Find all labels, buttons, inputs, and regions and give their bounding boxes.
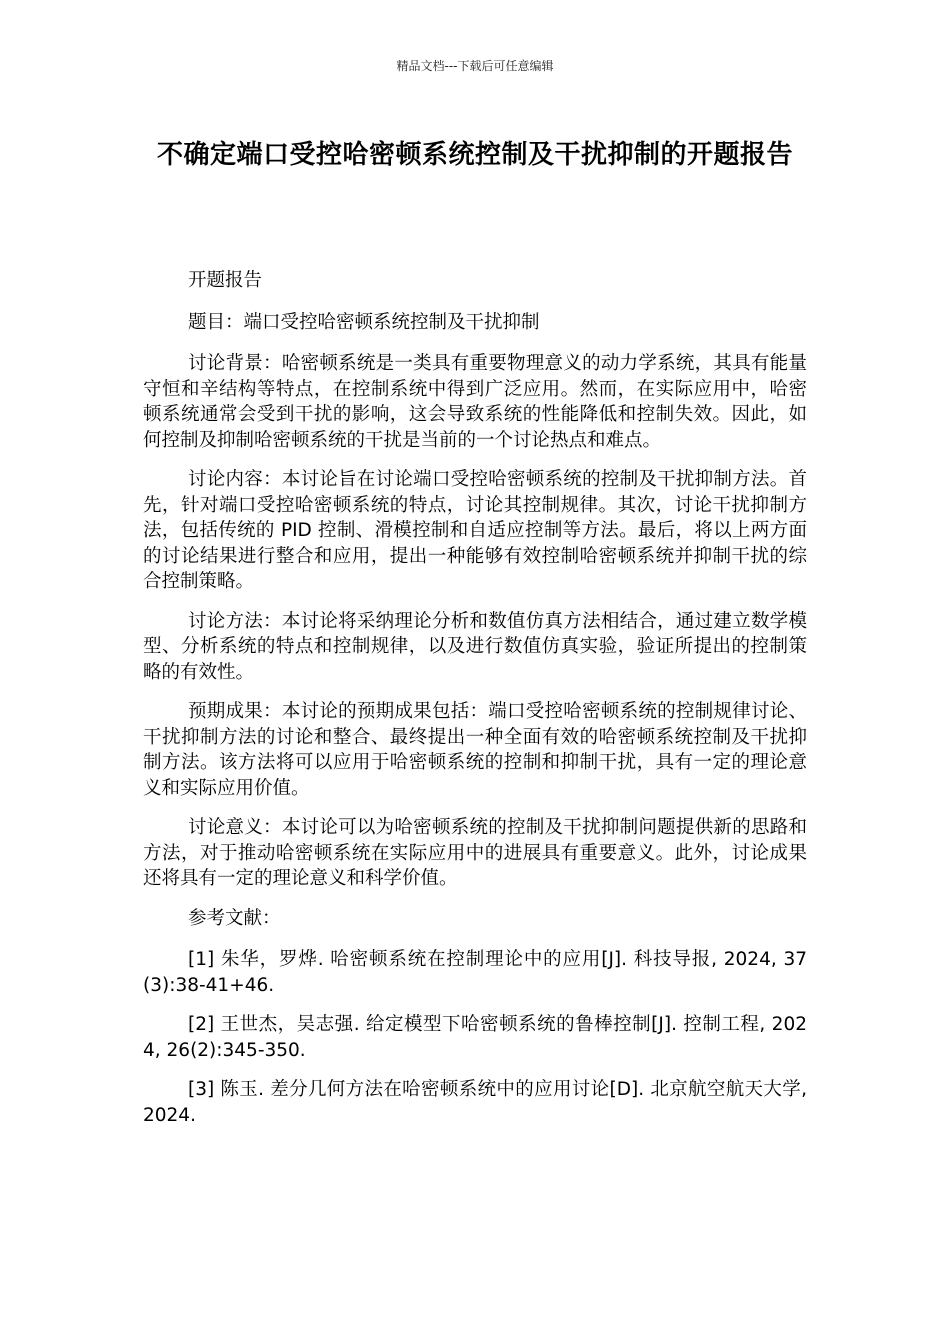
content-paragraph: 讨论内容：本讨论旨在讨论端口受控哈密顿系统的控制及干扰抑制方法。首先，针对端口受控哈密顿系统的特点，讨论其控制规律。其次，讨论干扰抑制方法，包括传统的 PID 控制、滑模控制和自适应控制等方法。最后，将以上两方面的讨论结果进行整合和应用，提出一种能够有效控制哈密顿系统并抑制干扰的综合控制策略。 (143, 469, 807, 592)
topic-line: 题目：端口受控哈密顿系统控制及干扰抑制 (188, 311, 540, 333)
section-label: 开题报告 (188, 270, 263, 291)
background-paragraph: 讨论背景：哈密顿系统是一类具有重要物理意义的动力学系统，其具有能量守恒和辛结构等特点，在控制系统中得到广泛应用。然而，在实际应用中，哈密顿系统通常会受到干扰的影响，这会导致系统的性能降低和控制失效。因此，如何控制及抑制哈密顿系统的干扰是当前的一个讨论热点和难点。 (143, 353, 807, 451)
significance-paragraph: 讨论意义：本讨论可以为哈密顿系统的控制及干扰抑制问题提供新的思路和方法，对于推动哈密顿系统在实际应用中的进展具有重要意义。此外，讨论成果还将具有一定的理论意义和科学价值。 (143, 817, 807, 889)
reference-item: [1] 朱华，罗烨. 哈密顿系统在控制理论中的应用[J]. 科技导报, 2024, 37(3):38-41+46. (143, 949, 807, 996)
references-heading: 参考文献： (188, 907, 281, 929)
method-paragraph: 讨论方法：本讨论将采纳理论分析和数值仿真方法相结合，通过建立数学模型、分析系统的特点和控制规律，以及进行数值仿真实验，验证所提出的控制策略的有效性。 (143, 610, 807, 683)
reference-item: [2] 王世杰，吴志强. 给定模型下哈密顿系统的鲁棒控制[J]. 控制工程, 2024, 26(2):345-350. (143, 1014, 807, 1061)
header-note: 精品文档---下载后可任意编辑 (396, 59, 554, 73)
reference-item: [3] 陈玉. 差分几何方法在哈密顿系统中的应用讨论[D]. 北京航空航天大学, 2024. (143, 1079, 807, 1126)
document-title: 不确定端口受控哈密顿系统控制及干扰抑制的开题报告 (156, 140, 793, 170)
expected-results-paragraph: 预期成果：本讨论的预期成果包括：端口受控哈密顿系统的控制规律讨论、干扰抑制方法的讨论和整合、最终提出一种全面有效的哈密顿系统控制及干扰抑制方法。该方法将可以应用于哈密顿系统的控制和抑制干扰，具有一定的理论意义和实际应用价值。 (143, 701, 807, 799)
document-body (143, 268, 807, 1142)
